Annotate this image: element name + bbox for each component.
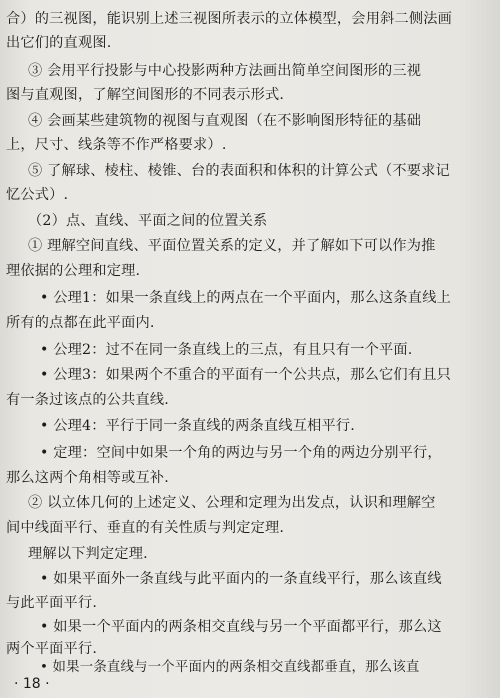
text-line-5: ④ 会画某些建筑物的视图与直观图（在不影响图形特征的基础 xyxy=(28,113,422,129)
bullet-axiom-2: • 公理2：过不在同一条直线上的三点，有且只有一个平面. xyxy=(40,342,413,358)
bullet-axiom-3: • 公理3：如果两个不重合的平面有一个公共点，那么它们有且只 xyxy=(40,367,451,383)
text-line-6: 上，尺寸、线条等不作严格要求）. xyxy=(6,137,227,153)
text-line-16: 有一条过该点的公共直线. xyxy=(6,392,169,408)
bullet-criterion-3: • 如果一条直线与一个平面内的两条相交直线都垂直，那么该直 xyxy=(40,660,420,675)
text-line-19: 那么这两个角相等或互补. xyxy=(6,470,169,486)
text-line-26: 两个平面平行. xyxy=(6,641,98,657)
bullet-axiom-4: • 公理4：平行于同一条直线的两条直线互相平行. xyxy=(40,418,355,434)
text-line-22: 理解以下判定定理. xyxy=(28,546,148,562)
text-line-21: 间中线面平行、垂直的有关性质与判定定理. xyxy=(6,520,285,536)
text-line-2: 出它们的直观图. xyxy=(6,35,112,51)
text-line-11: 理依据的公理和定理. xyxy=(6,263,141,279)
text-line-20: ② 以立体几何的上述定义、公理和定理为出发点，认识和理解空 xyxy=(28,495,436,511)
bullet-theorem: • 定理：空间中如果一个角的两边与另一个角的两边分别平行， xyxy=(40,445,442,461)
text-line-3: ③ 会用平行投影与中心投影两种方法画出简单空间图形的三视 xyxy=(28,63,422,79)
text-line-13: 所有的点都在此平面内. xyxy=(6,315,155,331)
bullet-criterion-2: • 如果一个平面内的两条相交直线与另一个平面都平行，那么这 xyxy=(40,619,442,635)
text-line-1: 合）的三视图，能识别上述三视图所表示的立体模型，会用斜二侧法画 xyxy=(6,11,453,27)
text-line-10: ① 理解空间直线、平面位置关系的定义，并了解如下可以作为推 xyxy=(28,238,436,254)
text-line-7: ⑤ 了解球、棱柱、棱锥、台的表面积和体积的计算公式（不要求记 xyxy=(28,163,450,179)
page-number: · 18 · xyxy=(14,676,50,692)
bullet-axiom-1: • 公理1：如果一条直线上的两点在一个平面内，那么这条直线上 xyxy=(40,290,451,306)
section-heading: （2）点、直线、平面之间的位置关系 xyxy=(28,213,268,229)
bullet-criterion-1: • 如果平面外一条直线与此平面内的一条直线平行，那么该直线 xyxy=(40,571,442,587)
text-line-8: 忆公式）. xyxy=(6,187,69,203)
text-line-4: 图与直观图，了解空间图形的不同表示形式. xyxy=(6,87,285,103)
text-line-24: 与此平面平行. xyxy=(6,595,98,611)
